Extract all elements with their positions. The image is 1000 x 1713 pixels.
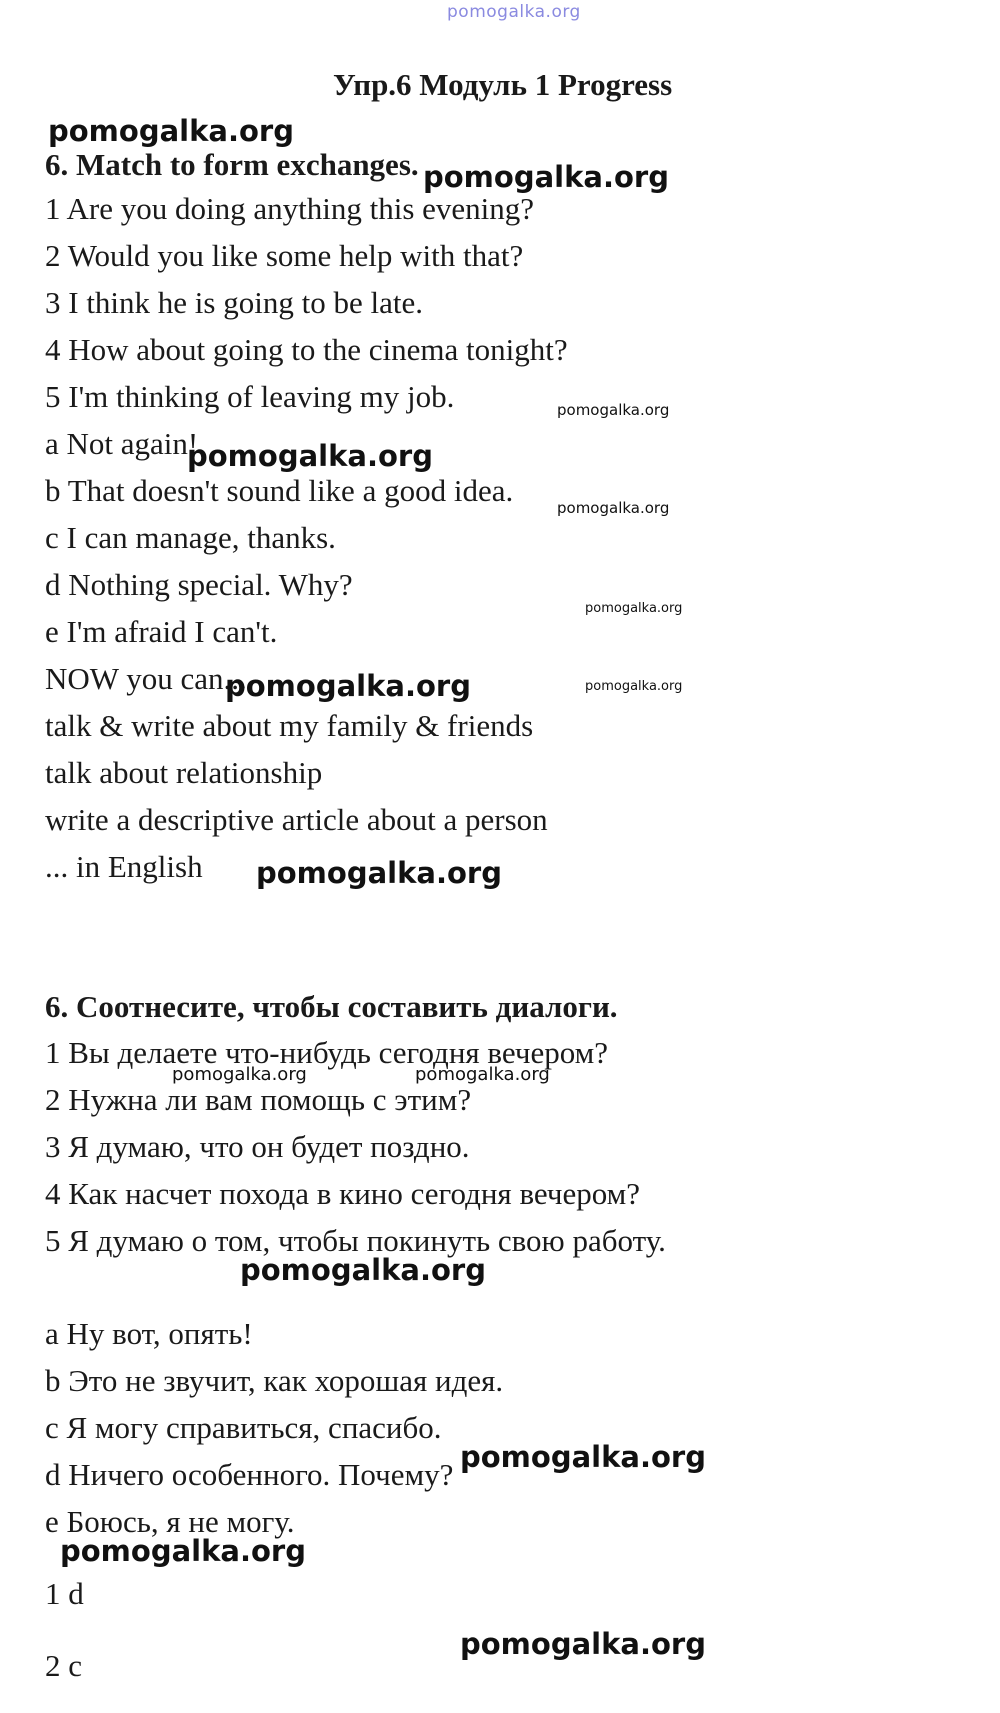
russian-answer-a: a Ну вот, опять!: [45, 1316, 253, 1351]
watermark: pomogalka.org: [240, 1253, 486, 1287]
watermark: pomogalka.org: [423, 160, 669, 194]
russian-answer-e: e Боюсь, я не могу.: [45, 1504, 295, 1539]
header-watermark: pomogalka.org: [447, 2, 581, 22]
russian-heading: 6. Соотнесите, чтобы составить диалоги.: [45, 989, 618, 1024]
english-heading: 6. Match to form exchanges.: [45, 147, 419, 182]
now-you-can-item: write a descriptive article about a person: [45, 802, 548, 837]
watermark: pomogalka.org: [585, 601, 683, 616]
watermark: pomogalka.org: [415, 1064, 550, 1085]
watermark: pomogalka.org: [256, 856, 502, 890]
watermark: pomogalka.org: [557, 401, 670, 419]
now-you-can-item: talk about relationship: [45, 755, 323, 790]
english-answer-e: e I'm afraid I can't.: [45, 614, 278, 649]
watermark: pomogalka.org: [225, 669, 471, 703]
watermark: pomogalka.org: [585, 679, 683, 694]
russian-question-3: 3 Я думаю, что он будет поздно.: [45, 1129, 470, 1164]
english-answer-d: d Nothing special. Why?: [45, 567, 353, 602]
english-question-3: 3 I think he is going to be late.: [45, 285, 423, 320]
watermark: pomogalka.org: [60, 1534, 306, 1568]
answer-key-1: 1 d: [45, 1576, 84, 1611]
answer-key-2: 2 c: [45, 1648, 83, 1683]
russian-question-1: 1 Вы делаете что-нибудь сегодня вечером?: [45, 1035, 609, 1070]
english-question-4: 4 How about going to the cinema tonight?: [45, 332, 568, 367]
watermark: pomogalka.org: [48, 114, 294, 148]
now-you-can-item: ... in English: [45, 849, 203, 884]
watermark: pomogalka.org: [460, 1627, 706, 1661]
russian-question-2: 2 Нужна ли вам помощь с этим?: [45, 1082, 472, 1117]
russian-answer-b: b Это не звучит, как хорошая идея.: [45, 1363, 504, 1398]
watermark: pomogalka.org: [460, 1440, 706, 1474]
russian-answer-c: c Я могу справиться, спасибо.: [45, 1410, 442, 1445]
english-answer-c: c I can manage, thanks.: [45, 520, 336, 555]
russian-answer-d: d Ничего особенного. Почему?: [45, 1457, 454, 1492]
russian-question-4: 4 Как насчет похода в кино сегодня вечером?: [45, 1176, 641, 1211]
russian-question-5: 5 Я думаю о том, чтобы покинуть свою работу.: [45, 1223, 666, 1258]
english-question-5: 5 I'm thinking of leaving my job.: [45, 379, 455, 414]
english-question-2: 2 Would you like some help with that?: [45, 238, 524, 273]
now-you-can-heading: NOW you can...: [45, 661, 247, 696]
watermark: pomogalka.org: [172, 1064, 307, 1085]
english-answer-b: b That doesn't sound like a good idea.: [45, 473, 514, 508]
watermark: pomogalka.org: [187, 439, 433, 473]
now-you-can-item: talk & write about my family & friends: [45, 708, 534, 743]
page-title: Упр.6 Модуль 1 Progress: [333, 67, 673, 102]
english-answer-a: a Not again!: [45, 426, 199, 461]
english-question-1: 1 Are you doing anything this evening?: [45, 191, 535, 226]
watermark: pomogalka.org: [557, 499, 670, 517]
